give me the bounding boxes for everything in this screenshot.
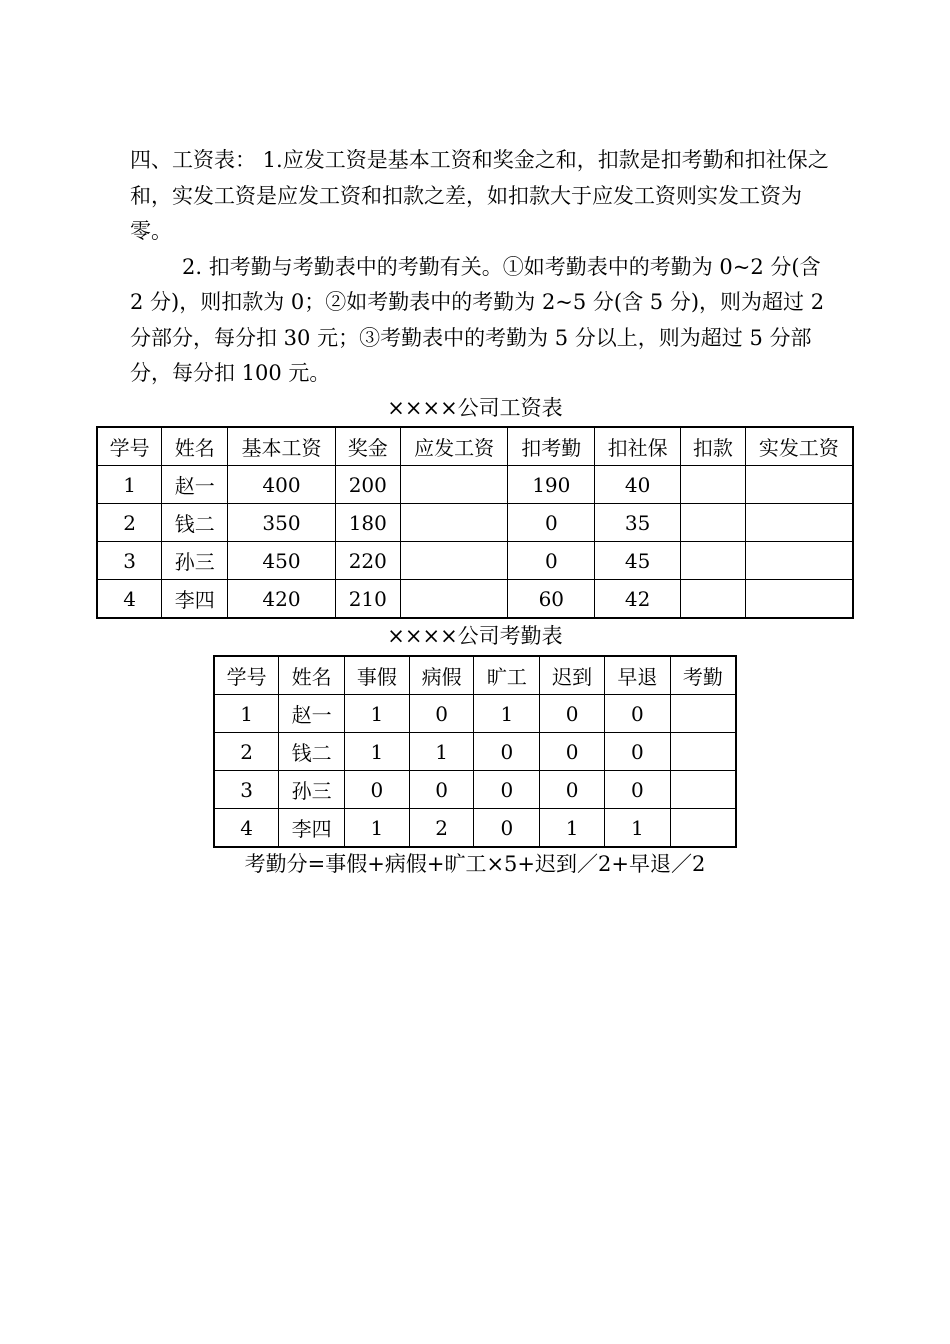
table-cell	[745, 580, 853, 619]
table-cell	[400, 466, 508, 504]
table-cell	[745, 466, 853, 504]
table-cell: 220	[335, 542, 400, 580]
table-cell: 3	[97, 542, 162, 580]
table-cell: 350	[228, 504, 336, 542]
table-cell	[670, 695, 736, 733]
table-row	[97, 504, 853, 542]
table-cell: 0	[474, 809, 540, 848]
table-cell: 210	[335, 580, 400, 619]
table-cell: 0	[409, 695, 474, 733]
table-cell	[400, 504, 508, 542]
attendance-header-cell: 学号	[214, 656, 279, 695]
table-cell	[680, 542, 745, 580]
table-cell: 1	[344, 695, 409, 733]
table-cell: 0	[540, 771, 605, 809]
table-cell: 4	[214, 809, 279, 848]
table-cell: 李四	[279, 809, 345, 848]
table-cell	[680, 504, 745, 542]
table-row	[214, 809, 736, 848]
table-cell: 190	[508, 466, 595, 504]
table-cell: 45	[595, 542, 681, 580]
attendance-header-cell: 姓名	[279, 656, 345, 695]
table-cell: 钱二	[162, 504, 228, 542]
table-cell: 1	[474, 695, 540, 733]
table-cell: 1	[214, 695, 279, 733]
intro-paragraph-2: 2. 扣考勤与考勤表中的考勤有关。①如考勤表中的考勤为 0~2 分(含 2 分)，则扣款为 0；②如考勤表中的考勤为 2~5 分(含 5 分)，则为超过 2 分部分，每分扣 30 元；③考勤表中的考勤为 5 分以上，则为超过 5 分部分，每分扣 100 元。	[130, 254, 825, 385]
table-cell: 李四	[162, 580, 228, 619]
salary-header-cell: 扣款	[680, 427, 745, 466]
table-cell: 孙三	[279, 771, 345, 809]
table-cell: 0	[474, 733, 540, 771]
salary-header-cell: 扣考勤	[508, 427, 595, 466]
table-cell: 钱二	[279, 733, 345, 771]
attendance-header-cell: 病假	[409, 656, 474, 695]
table-cell	[670, 809, 736, 848]
intro-paragraph-1: 四、工资表： 1.应发工资是基本工资和奖金之和，扣款是扣考勤和扣社保之和，实发工资是应发工资和扣款之差，如扣款大于应发工资则实发工资为零。	[130, 148, 829, 243]
table-cell: 0	[604, 733, 670, 771]
table-cell: 1	[604, 809, 670, 848]
salary-header-cell: 姓名	[162, 427, 228, 466]
salary-header-row	[97, 427, 853, 466]
attendance-header-cell: 考勤	[670, 656, 736, 695]
table-cell: 0	[540, 695, 605, 733]
table-cell: 1	[344, 733, 409, 771]
table-cell: 0	[540, 733, 605, 771]
attendance-formula: 考勤分=事假+病假+旷工×5+迟到／2+早退／2	[244, 852, 706, 876]
table-cell: 200	[335, 466, 400, 504]
table-cell: 1	[97, 466, 162, 504]
intro-text	[130, 143, 830, 392]
table-cell: 0	[508, 504, 595, 542]
table-cell: 2	[409, 809, 474, 848]
table-cell: 0	[604, 695, 670, 733]
table-cell: 35	[595, 504, 681, 542]
attendance-header-row	[214, 656, 736, 695]
table-cell: 40	[595, 466, 681, 504]
table-cell: 3	[214, 771, 279, 809]
table-cell: 0	[344, 771, 409, 809]
salary-header-cell: 基本工资	[228, 427, 336, 466]
table-row	[214, 771, 736, 809]
attendance-header-cell: 旷工	[474, 656, 540, 695]
table-cell	[745, 504, 853, 542]
table-cell: 1	[409, 733, 474, 771]
table-cell: 1	[540, 809, 605, 848]
salary-header-cell: 扣社保	[595, 427, 681, 466]
salary-table	[96, 426, 854, 619]
table-row	[214, 733, 736, 771]
table-cell	[400, 542, 508, 580]
table-row	[97, 542, 853, 580]
attendance-header-cell: 事假	[344, 656, 409, 695]
table-cell: 180	[335, 504, 400, 542]
salary-header-cell: 实发工资	[745, 427, 853, 466]
table-cell: 2	[214, 733, 279, 771]
table-row	[97, 580, 853, 619]
table-cell	[670, 733, 736, 771]
table-cell: 1	[344, 809, 409, 848]
table-cell: 2	[97, 504, 162, 542]
table-cell	[680, 466, 745, 504]
table-cell: 0	[604, 771, 670, 809]
table-cell: 42	[595, 580, 681, 619]
salary-table-title: ××××公司工资表	[387, 396, 563, 420]
attendance-header-cell: 迟到	[540, 656, 605, 695]
table-cell: 孙三	[162, 542, 228, 580]
table-cell	[670, 771, 736, 809]
table-row	[97, 466, 853, 504]
attendance-table	[213, 655, 737, 848]
table-cell: 60	[508, 580, 595, 619]
attendance-header-cell: 早退	[604, 656, 670, 695]
table-cell: 赵一	[279, 695, 345, 733]
table-cell: 0	[474, 771, 540, 809]
table-cell: 400	[228, 466, 336, 504]
table-cell: 4	[97, 580, 162, 619]
salary-header-cell: 应发工资	[400, 427, 508, 466]
table-cell	[400, 580, 508, 619]
table-cell: 420	[228, 580, 336, 619]
salary-header-cell: 奖金	[335, 427, 400, 466]
table-cell: 0	[508, 542, 595, 580]
table-cell: 450	[228, 542, 336, 580]
salary-header-cell: 学号	[97, 427, 162, 466]
table-row	[214, 695, 736, 733]
table-cell	[745, 542, 853, 580]
table-cell	[680, 580, 745, 619]
table-cell: 赵一	[162, 466, 228, 504]
attendance-table-title: ××××公司考勤表	[387, 624, 563, 648]
table-cell: 0	[409, 771, 474, 809]
